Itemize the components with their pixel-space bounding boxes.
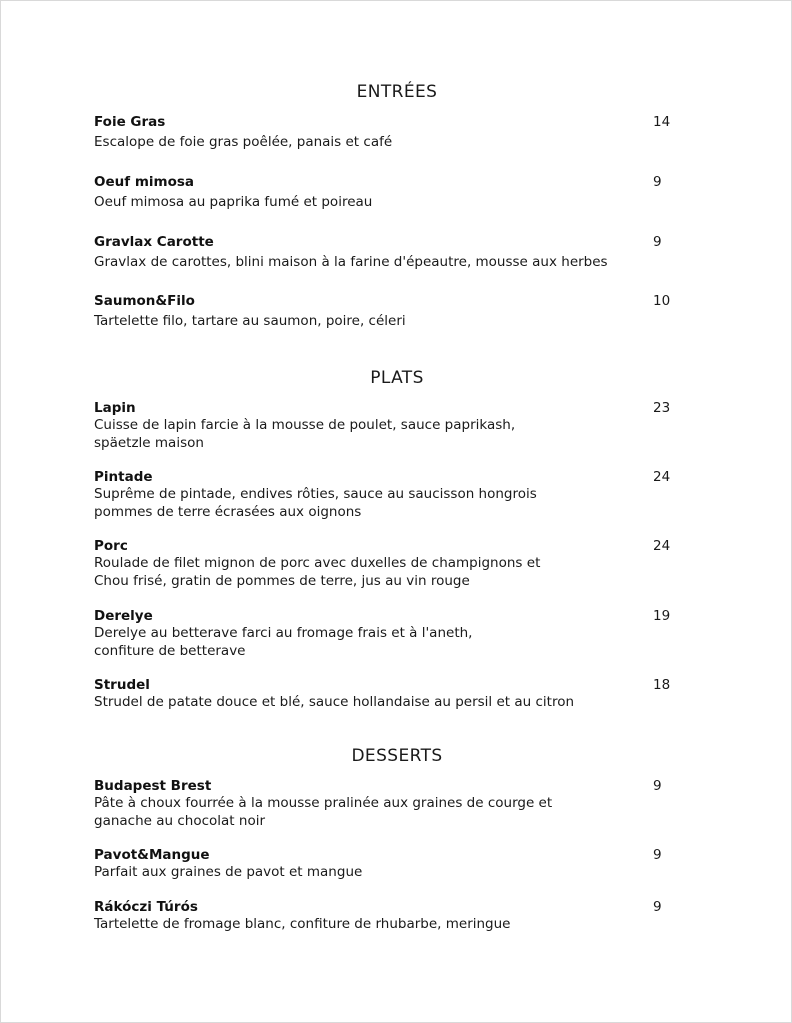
item-price: 23 xyxy=(653,400,671,416)
item-description-line: Strudel de patate douce et blé, sauce hollandaise au persil et au citron xyxy=(94,694,575,710)
item-name: Foie Gras xyxy=(94,114,166,130)
item-description-line: Tartelette de fromage blanc, confiture de rhubarbe, meringue xyxy=(94,916,511,932)
item-price: 18 xyxy=(653,677,671,693)
menu-item xyxy=(94,113,674,152)
item-price: 9 xyxy=(653,847,662,863)
item-price: 9 xyxy=(653,234,662,250)
item-price: 24 xyxy=(653,469,671,485)
item-description-line: Pâte à choux fourrée à la mousse pralinée aux graines de courge et xyxy=(94,795,553,811)
item-description-line: Derelye au betterave farci au fromage frais et à l'aneth, xyxy=(94,625,473,641)
menu-item xyxy=(94,292,674,331)
item-price: 24 xyxy=(653,538,671,554)
menu-item xyxy=(94,607,674,660)
menu-item xyxy=(94,846,674,882)
item-description-line: Roulade de filet mignon de porc avec duxelles de champignons et xyxy=(94,555,541,571)
item-name: Derelye xyxy=(94,608,153,624)
item-description: Escalope de foie gras poêlée, panais et café xyxy=(94,134,393,150)
section-title-plats: PLATS xyxy=(370,368,424,388)
menu-item xyxy=(94,173,674,212)
item-price: 19 xyxy=(653,608,671,624)
item-price: 9 xyxy=(653,899,662,915)
section-title-desserts: DESSERTS xyxy=(351,746,443,766)
item-name: Rákóczi Túrós xyxy=(94,899,198,915)
item-name: Porc xyxy=(94,538,128,554)
item-description-line: confiture de betterave xyxy=(94,642,246,659)
menu-item xyxy=(94,233,674,272)
menu-item xyxy=(94,898,674,934)
menu-item xyxy=(94,676,674,712)
item-price: 14 xyxy=(653,114,671,130)
menu-item xyxy=(94,468,674,521)
item-price: 10 xyxy=(653,293,671,309)
item-description-line: ganache au chocolat noir xyxy=(94,812,266,829)
item-description-line: Parfait aux graines de pavot et mangue xyxy=(94,864,363,880)
item-name: Oeuf mimosa xyxy=(94,174,194,190)
item-name: Lapin xyxy=(94,400,136,416)
item-name: Pintade xyxy=(94,469,153,485)
item-description-line: Chou frisé, gratin de pommes de terre, jus au vin rouge xyxy=(94,572,470,589)
item-description-line: pommes de terre écrasées aux oignons xyxy=(94,503,362,520)
item-description-line: Cuisse de lapin farcie à la mousse de poulet, sauce paprikash, xyxy=(94,417,516,433)
item-price: 9 xyxy=(653,778,662,794)
menu-item xyxy=(94,399,674,452)
item-name: Budapest Brest xyxy=(94,778,212,794)
item-name: Gravlax Carotte xyxy=(94,234,214,250)
section-title-entrees: ENTRÉES xyxy=(356,82,438,102)
item-description-line: Suprême de pintade, endives rôties, sauce au saucisson hongrois xyxy=(94,486,537,502)
item-description: Oeuf mimosa au paprika fumé et poireau xyxy=(94,194,373,210)
item-description: Gravlax de carottes, blini maison à la farine d'épeautre, mousse aux herbes xyxy=(94,254,608,270)
menu-item xyxy=(94,537,674,590)
item-name: Strudel xyxy=(94,677,150,693)
menu-item xyxy=(94,777,674,830)
item-name: Saumon&Filo xyxy=(94,293,195,309)
item-description-line: späetzle maison xyxy=(94,434,204,451)
item-description: Tartelette filo, tartare au saumon, poire, céleri xyxy=(94,313,406,329)
item-price: 9 xyxy=(653,174,662,190)
item-name: Pavot&Mangue xyxy=(94,847,210,863)
